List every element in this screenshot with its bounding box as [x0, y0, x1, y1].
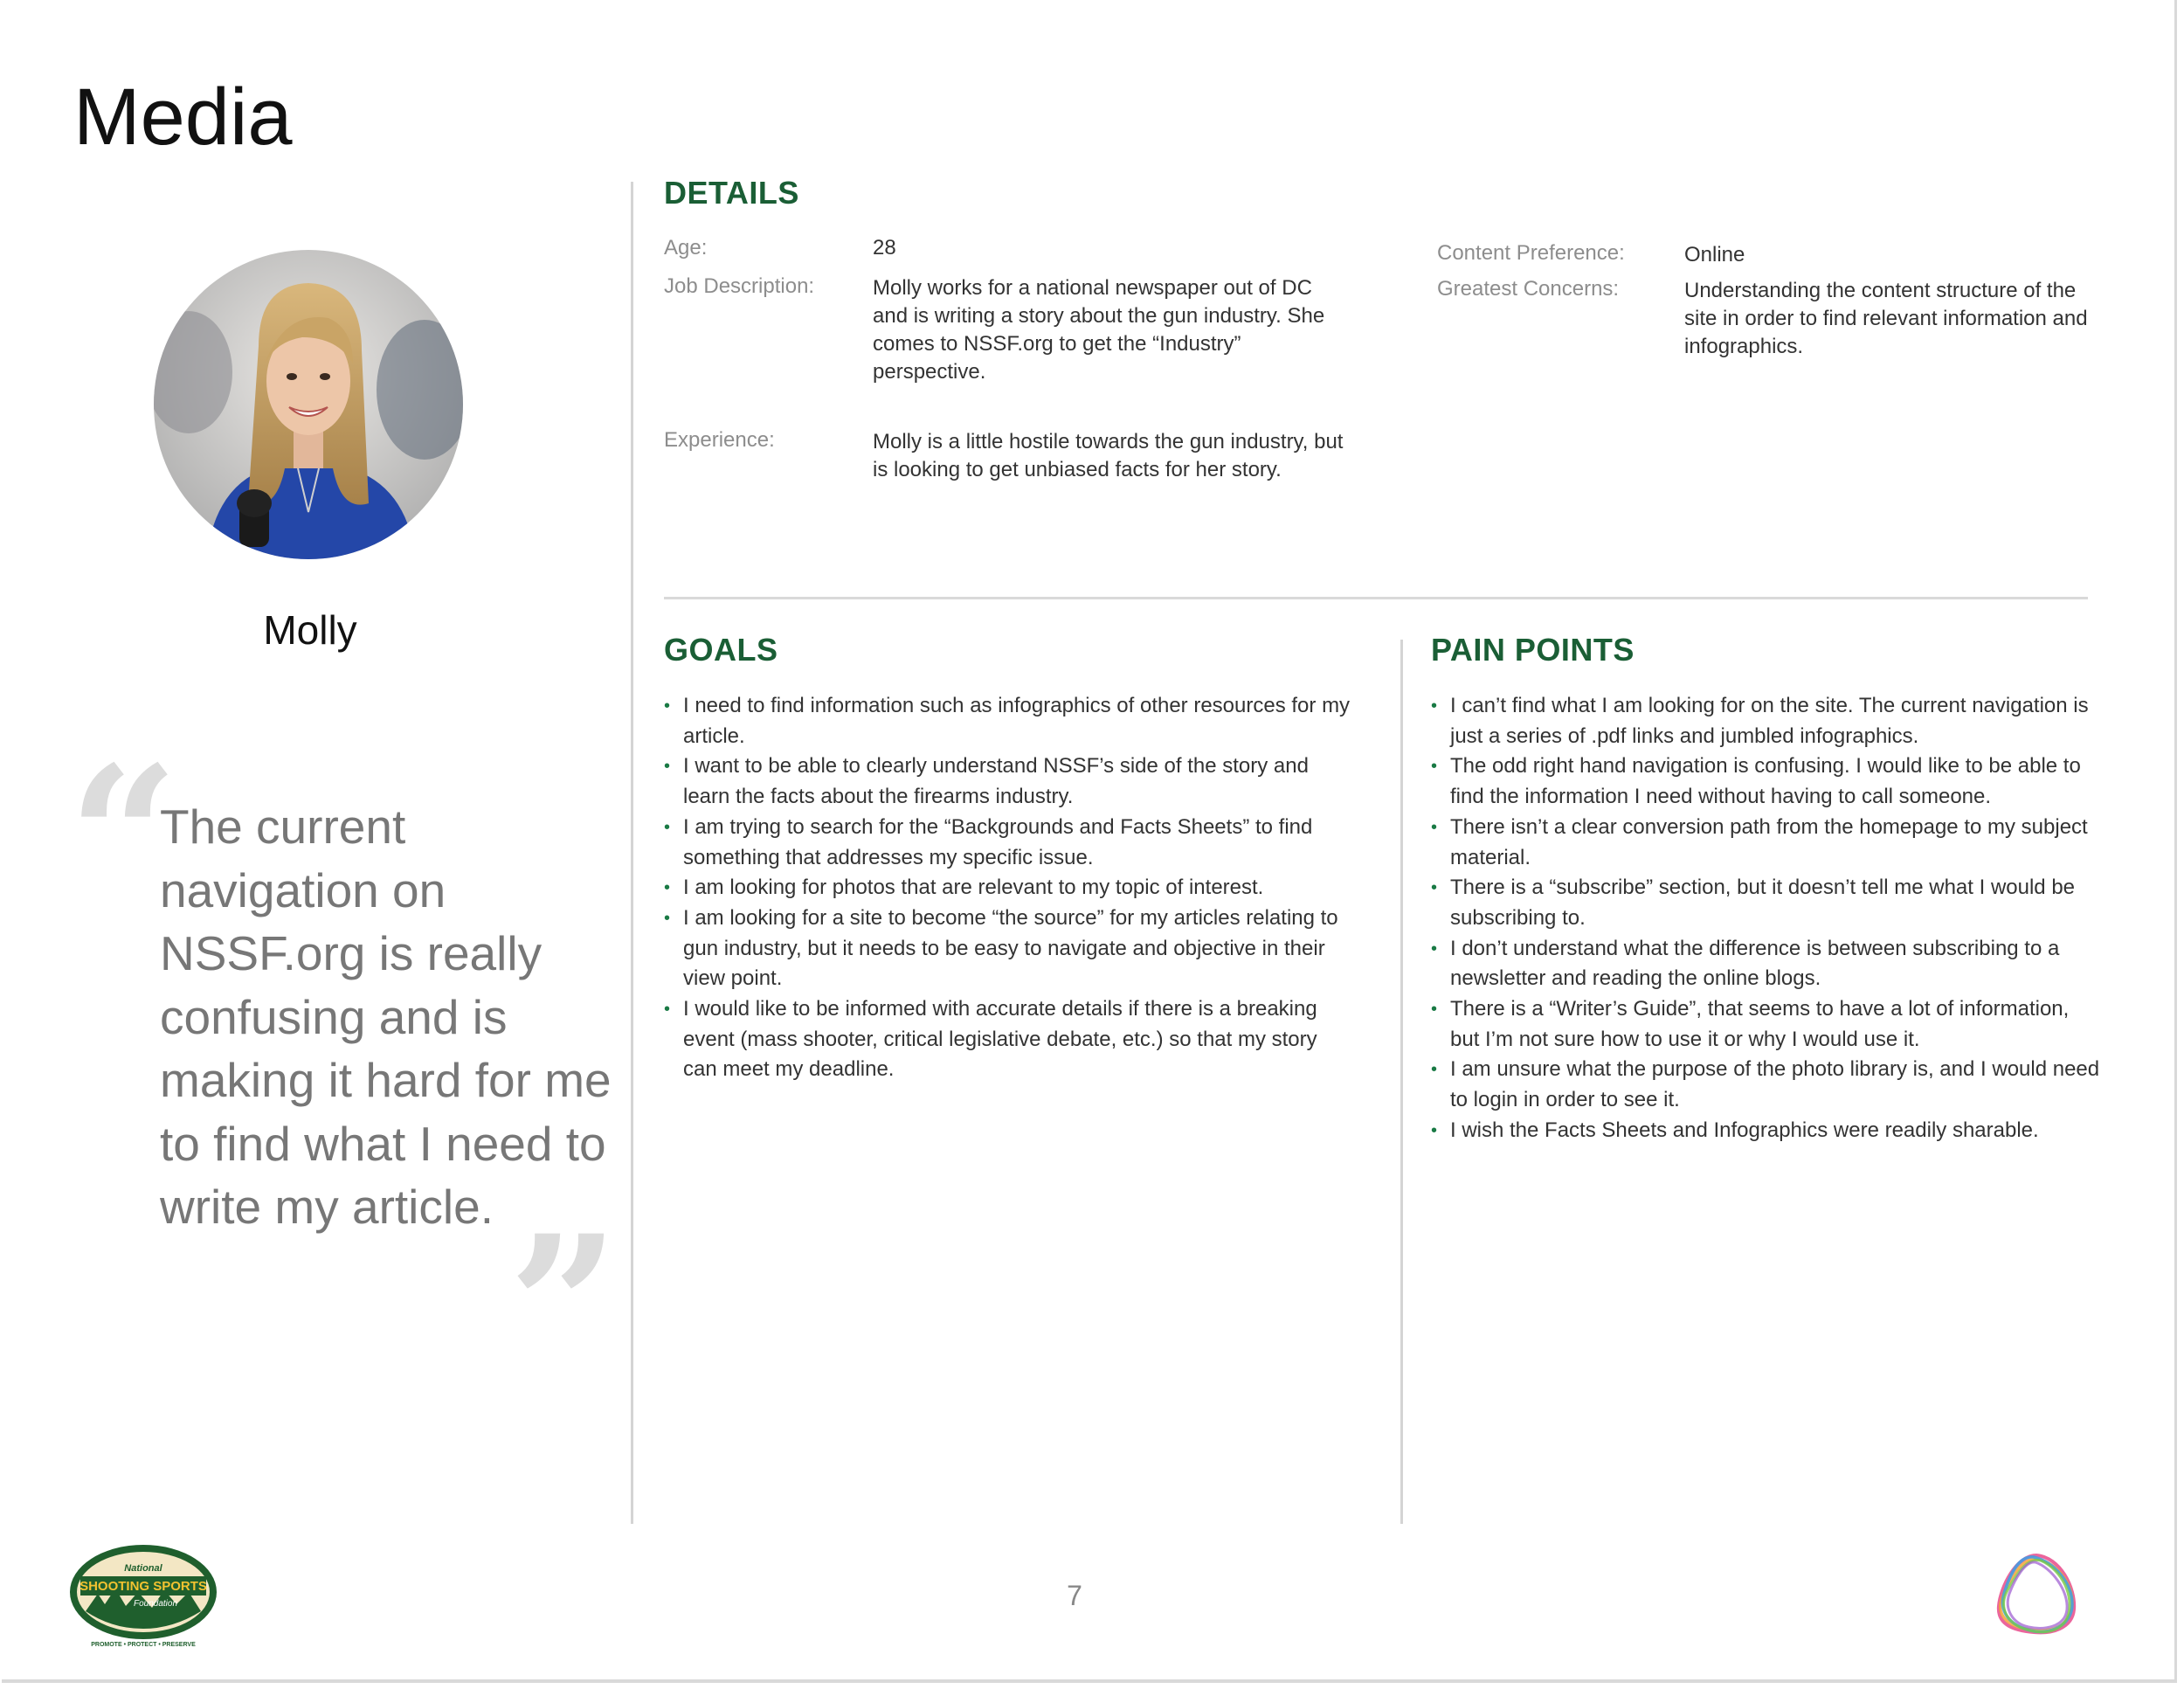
- pain-point-item: • I am unsure what the purpose of the photo library is, and I would need to login in order to see it.: [1431, 1055, 2104, 1115]
- close-quote-icon: ”: [508, 1193, 619, 1419]
- pain-point-item: • There is a “Writer’s Guide”, that seems to have a lot of information, but I’m not sure how to use it or why I would use it.: [1431, 994, 2104, 1055]
- goals-list: [664, 691, 1354, 1085]
- pain-point-item: • The odd right hand navigation is confusing. I would like to be able to find the information I need without having to call someone.: [1431, 751, 2104, 812]
- goal-item: • I am trying to search for the “Backgrounds and Facts Sheets” to find something that addresses my specific issue.: [664, 813, 1354, 873]
- details-heading: DETAILS: [664, 175, 799, 211]
- age-label: Age:: [664, 236, 708, 260]
- pain-point-item: • There isn’t a clear conversion path from the homepage to my subject material.: [1431, 813, 2104, 873]
- left-column-divider: [631, 182, 633, 1524]
- goal-item: • I want to be able to clearly understand NSSF’s side of the story and learn the facts about the firearms industry.: [664, 751, 1354, 812]
- page-number: 7: [1067, 1580, 1082, 1611]
- nssf-logo-line3: Foundation: [133, 1599, 178, 1609]
- goals-heading: GOALS: [664, 632, 778, 668]
- pain-point-item: • I wish the Facts Sheets and Infographics were readily sharable.: [1431, 1116, 2104, 1146]
- pain-point-item: • There is a “subscribe” section, but it doesn’t tell me what I would be subscribing to.: [1431, 873, 2104, 933]
- pain-points-list: [1431, 691, 2104, 1146]
- page-title: Media: [73, 73, 293, 162]
- content-preference-label: Content Preference:: [1437, 241, 1625, 265]
- nssf-logo-line1: National: [124, 1563, 162, 1574]
- persona-photo-illustration: [154, 250, 463, 559]
- job-description-value: Molly works for a national newspaper out of DC and is writing a story about the gun industry. She comes to NSSF.org to get the “Industry” perspective.: [873, 276, 1325, 384]
- goal-item: • I would like to be informed with accurate details if there is a breaking event (mass shooter, critical legislative debate, etc.) so that my story can meet my deadline.: [664, 994, 1354, 1085]
- goal-item: • I need to find information such as infographics of other resources for my article.: [664, 691, 1354, 751]
- pain-point-item: • I don’t understand what the difference is between subscribing to a newsletter and reading the online blogs.: [1431, 934, 2104, 994]
- open-quote-icon: “: [68, 723, 179, 950]
- job-description-label: Job Description:: [664, 274, 815, 298]
- nssf-logo-motto: PROMOTE • PROTECT • PRESERVE: [91, 1642, 196, 1648]
- age-value: 28: [873, 236, 896, 260]
- persona-name: Molly: [263, 607, 357, 653]
- pain-point-item: • I can’t find what I am looking for on the site. The current navigation is just a series of .pdf links and jumbled infographics.: [1431, 691, 2104, 751]
- goal-item: • I am looking for photos that are relevant to my topic of interest.: [664, 873, 1354, 903]
- experience-value: Molly is a little hostile towards the gun industry, but is looking to get unbiased facts for her story.: [873, 430, 1344, 481]
- experience-label: Experience:: [664, 428, 775, 452]
- nssf-logo: [68, 1543, 218, 1650]
- pain-points-heading: PAIN POINTS: [1431, 632, 1635, 668]
- goals-pain-divider: [1400, 640, 1403, 1524]
- rainbow-ring-logo-icon: [1990, 1548, 2083, 1641]
- nssf-logo-line2: SHOOTING SPORTS: [79, 1579, 207, 1594]
- content-preference-value: Online: [1684, 243, 1745, 267]
- goal-item: • I am looking for a site to become “the source” for my articles relating to gun industry, but it needs to be easy to navigate and objective in their view point.: [664, 903, 1354, 994]
- greatest-concerns-value: Understanding the content structure of the site in order to find relevant information and infographics.: [1684, 279, 2088, 358]
- details-divider: [664, 597, 2088, 599]
- greatest-concerns-label: Greatest Concerns:: [1437, 277, 1620, 301]
- persona-quote: The current navigation on NSSF.org is really confusing and is making it hard for me to find what I need to write my article.: [160, 800, 612, 1234]
- persona-photo: [154, 250, 463, 559]
